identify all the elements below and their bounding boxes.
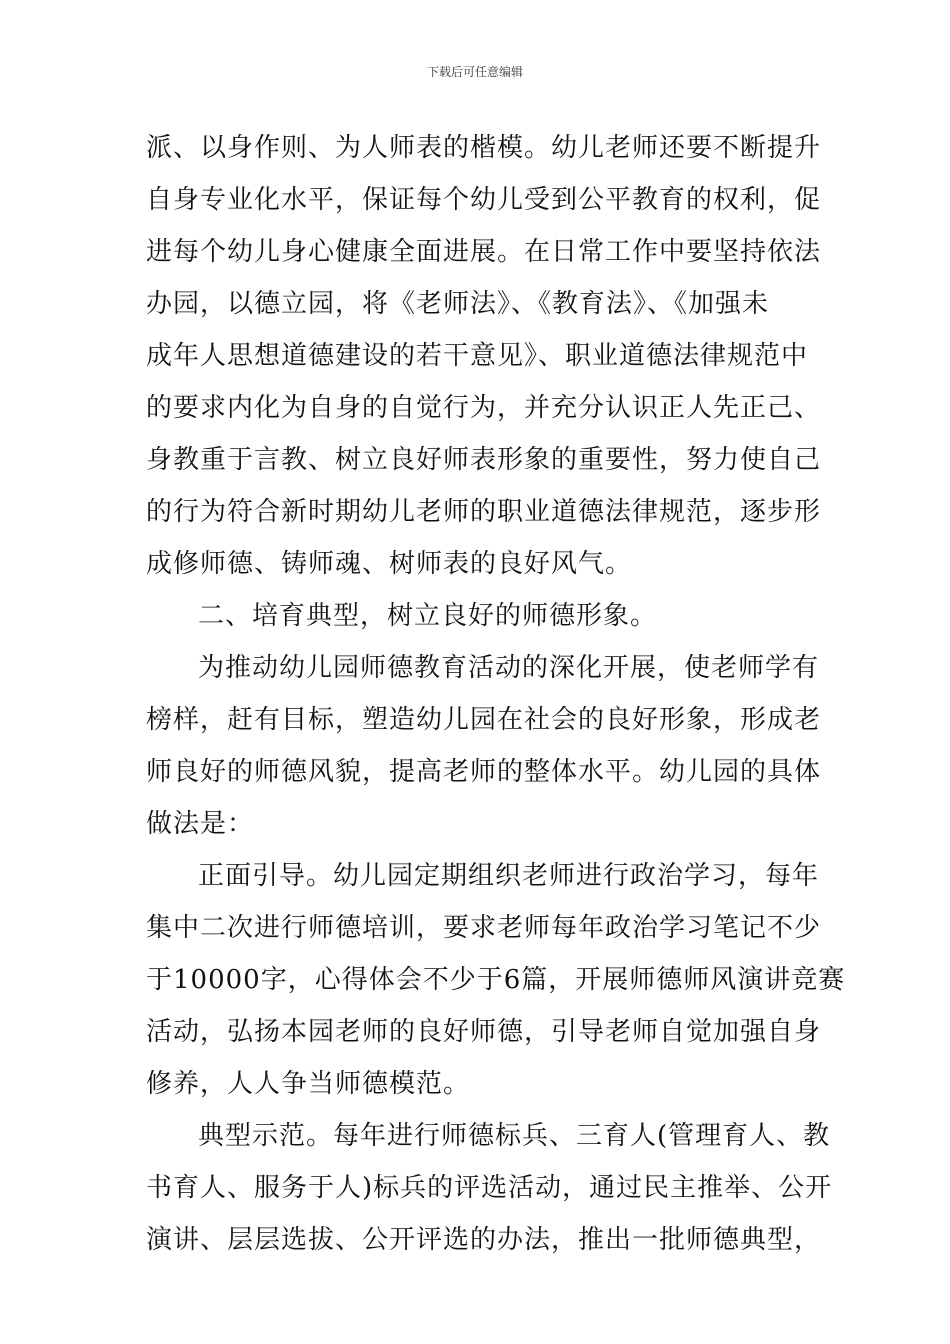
text-line: 书育人、服务于人)标兵的评选活动，通过民主推举、公开	[146, 1173, 833, 1203]
text-line: 办园，以德立园，将《老师法》、《教育法》、《加强未	[146, 289, 770, 319]
text-line: 集中二次进行师德培训，要求老师每年政治学习笔记不少	[146, 913, 822, 943]
document-body	[146, 122, 846, 1266]
text-line: 活动，弘扬本园老师的良好师德，引导老师自觉加强自身	[146, 1017, 822, 1047]
text-line: 演讲、层层选拔、公开评选的办法，推出一批师德典型，	[146, 1225, 822, 1255]
text-line: 榜样，赶有目标，塑造幼儿园在社会的良好形象，形成老	[146, 705, 822, 735]
text-line: 典型示范。每年进行师德标兵、三育人(管理育人、教	[198, 1121, 831, 1151]
text-line: 为推动幼儿园师德教育活动的深化开展，使老师学有	[198, 653, 820, 683]
page-header: 下载后可任意编辑	[426, 65, 523, 79]
text-line: 成修师德、铸师魂、树师表的良好风气。	[146, 549, 633, 579]
text-line: 于10000字，心得体会不少于6篇，开展师德师风演讲竞赛	[146, 965, 846, 995]
text-line: 师良好的师德风貌，提高老师的整体水平。幼儿园的具体	[146, 757, 822, 787]
text-line: 正面引导。幼儿园定期组织老师进行政治学习，每年	[198, 861, 820, 891]
text-line: 自身专业化水平，保证每个幼儿受到公平教育的权利，促	[146, 185, 822, 215]
text-line: 修养，人人争当师德模范。	[146, 1069, 471, 1099]
text-line: 的要求内化为自身的自觉行为，并充分认识正人先正己、	[146, 393, 822, 423]
section-heading: 二、培育典型，树立良好的师德形象。	[198, 601, 658, 631]
text-line: 进每个幼儿身心健康全面进展。在日常工作中要坚持依法	[146, 237, 822, 267]
text-line: 成年人思想道德建设的若干意见》、职业道德法律规范中	[146, 341, 809, 371]
text-line: 派、以身作则、为人师表的楷模。幼儿老师还要不断提升	[146, 133, 822, 163]
text-line: 做法是：	[146, 809, 255, 839]
text-line: 的行为符合新时期幼儿老师的职业道德法律规范，逐步形	[146, 497, 822, 527]
text-line: 身教重于言教、树立良好师表形象的重要性，努力使自己	[146, 445, 822, 475]
